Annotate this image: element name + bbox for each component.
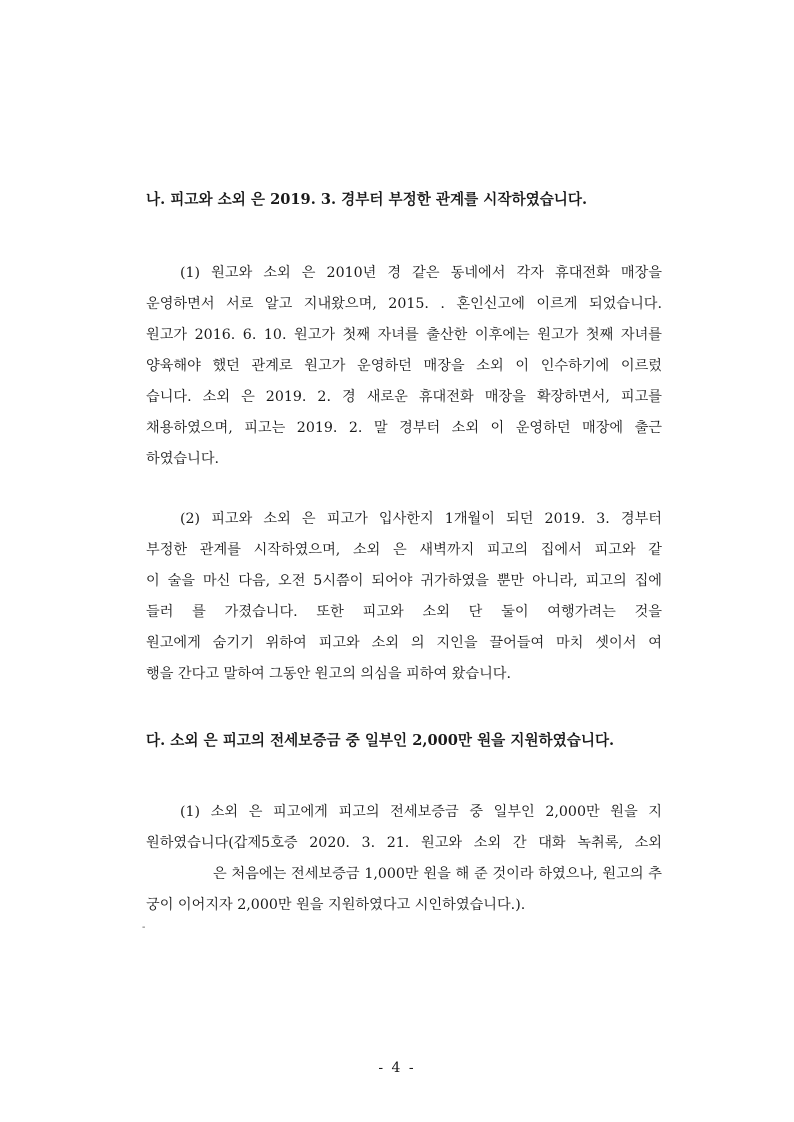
text-line: 하였습니다.	[146, 451, 220, 467]
text-line: 양육해야 했던 관계로 원고가 운영하던 매장을 소외 이 인수하기에 이르렀	[146, 358, 662, 374]
text-line: (2) 피고와 소외 은 피고가 입사한지 1개월이 되던 2019. 3. 경부터	[180, 511, 662, 527]
section-heading-da: 다. 소외 은 피고의 전세보증금 중 일부인 2,000만 원을 지원하였습니다.	[146, 732, 615, 749]
text-line: 채용하였으며, 피고는 2019. 2. 말 경부터 소외 이 운영하던 매장에 출근	[146, 420, 662, 436]
stray-mark: -	[142, 922, 146, 933]
text-line: 원고가 2016. 6. 10. 원고가 첫째 자녀를 출산한 이후에는 원고가 첫째 자녀를	[146, 327, 662, 343]
text-line: 습니다. 소외 은 2019. 2. 경 새로운 휴대전화 매장을 확장하면서, 피고를	[146, 389, 662, 405]
text-line: 들러 를 가졌습니다. 또한 피고와 소외 단 둘이 여행가려는 것을	[146, 604, 662, 620]
text-line: 행을 간다고 말하여 그동안 원고의 의심을 피하여 왔습니다.	[146, 666, 512, 682]
text-line: 이 술을 마신 다음, 오전 5시쯤이 되어야 귀가하였을 뿐만 아니라, 피고의 집에	[146, 573, 662, 589]
page-number: - 4 -	[378, 1060, 416, 1076]
text-line: 원하였습니다(갑제5호증 2020. 3. 21. 원고와 소외 간 대화 녹취록, 소외	[146, 835, 662, 851]
text-line: (1) 소외 은 피고에게 피고의 전세보증금 중 일부인 2,000만 원을 지	[180, 804, 662, 820]
text-line: 부정한 관계를 시작하였으며, 소외 은 새벽까지 피고의 집에서 피고와 같	[146, 542, 662, 558]
text-line: 원고에게 숨기기 위하여 피고와 소외 의 지인을 끌어들여 마치 셋이서 여	[146, 635, 662, 651]
text-line: (1) 원고와 소외 은 2010년 경 같은 동네에서 각자 휴대전화 매장을	[180, 265, 662, 281]
text-line: 운영하면서 서로 알고 지내왔으며, 2015. . 혼인신고에 이르게 되었습니다.	[146, 296, 662, 312]
text-line: 궁이 이어지자 2,000만 원을 지원하였다고 시인하였습니다.).	[146, 897, 526, 913]
section-heading-na: 나. 피고와 소외 은 2019. 3. 경부터 부정한 관계를 시작하였습니다.	[146, 191, 588, 208]
text-line: 은 처음에는 전세보증금 1,000만 원을 해 준 것이라 하였으나, 원고의 추	[213, 866, 662, 882]
